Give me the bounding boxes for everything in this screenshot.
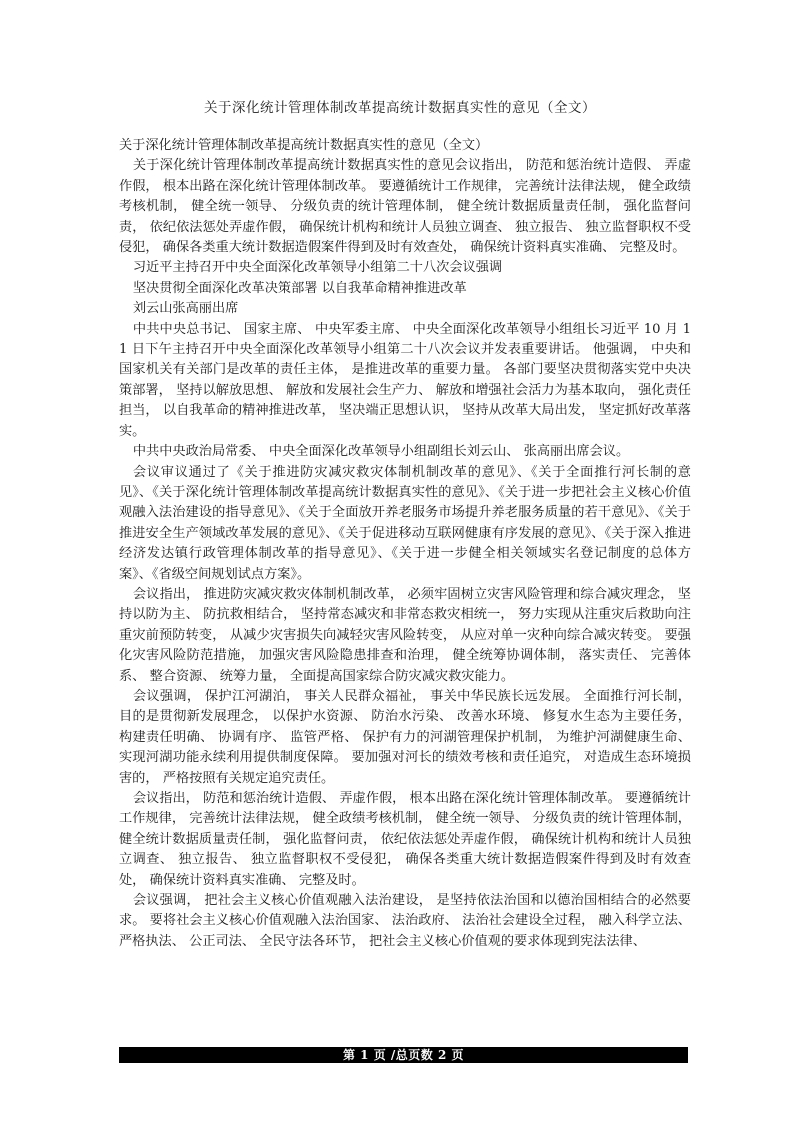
paragraph: 关于深化统计管理体制改革提高统计数据真实性的意见会议指出， 防范和惩治统计造假、 弄虚作假， 根本出路在深化统计管理体制改革。 要遵循统计工作规律， 完善统计法律法规， 健全政绩考核机制， 健全统一领导、 分级负责的统计管理体制， 健全统计数据质量责任制， 强化监督问责， 依纪依法惩处弄虚作假， 确保统计机构和统计人员独立调查、 独立报告、 独立监督职权不受侵犯， 确保各类重大统计数据造假案件得到及时有效查处， 确保统计资料真实准确、 完整及时。	[119, 158, 691, 256]
paragraph: 会议指出， 防范和惩治统计造假、 弄虚作假， 根本出路在深化统计管理体制改革。 要遵循统计工作规律， 完善统计法律法规， 健全政绩考核机制， 健全统一领导、 分级负责的统计管理体制， 健全统计数据质量责任制， 强化监督问责， 依纪依法惩处弄虚作假， 确保统计机构和统计人员独立调查、 独立报告、 独立监督职权不受侵犯， 确保各类重大统计数据造假案件得到及时有效查处， 确保统计资料真实准确、 完整及时。	[119, 791, 691, 888]
paragraph: 会议审议通过了《关于推进防灾减灾救灾体制机制改革的意见》、《关于全面推行河长制的意见》、《关于深化统计管理体制改革提高统计数据真实性的意见》、《关于进一步把社会主义核心价值观融入法治建设的指导意见》、《关于全面放开养老服务市场提升养老服务质量的若干意见》、《关于推进安全生产领域改革发展的意见》、《关于促进移动互联网健康有序发展的意见》、《关于深入推进经济发达镇行政管理体制改革的指导意见》、《关于进一步健全相关领域实名登记制度的总体方案》、《省级空间规划试点方案》。	[119, 464, 691, 582]
paragraph: 习近平主持召开中央全面深化改革领导小组第二十八次会议强调	[132, 260, 503, 276]
paragraph: 坚决贯彻全面深化改革决策部署 以自我革命精神推进改革	[132, 280, 467, 296]
document-body	[119, 136, 691, 952]
paragraph: 中共中央政治局常委、 中央全面深化改革领导小组副组长刘云山、 张高丽出席会议。	[132, 444, 630, 460]
page-indicator: 第 1 页 /总页数 2 页	[343, 1048, 464, 1062]
paragraph: 会议强调， 把社会主义核心价值观融入法治建设， 是坚持依法治国和以德治国相结合的必然要求。 要将社会主义核心价值观融入法治国家、 法治政府、 法治社会建设全过程， 融入科学立法、 严格执法、 公正司法、 全民守法各环节， 把社会主义核心价值观的要求体现到宪法法律、	[119, 893, 691, 949]
document-title: 关于深化统计管理体制改革提高统计数据真实性的意见（全文）	[204, 100, 596, 116]
paragraph: 会议指出， 推进防灾减灾救灾体制机制改革， 必须牢固树立灾害风险管理和综合减灾理念， 坚持以防为主、 防抗救相结合， 坚持常态减灾和非常态救灾相统一， 努力实现从注重灾后救助向注重灾前预防转变， 从减少灾害损失向减轻灾害风险转变， 从应对单一灾种向综合减灾转变。 要强化灾害风险防范措施， 加强灾害风险隐患排查和治理， 健全统筹协调体制， 落实责任、 完善体系、 整合资源、 统筹力量， 全面提高国家综合防灾减灾救灾能力。	[119, 586, 691, 684]
body-heading: 关于深化统计管理体制改革提高统计数据真实性的意见（全文）	[119, 138, 489, 153]
paragraph: 会议强调， 保护江河湖泊， 事关人民群众福祉， 事关中华民族长远发展。 全面推行河长制， 目的是贯彻新发展理念， 以保护水资源、 防治水污染、 改善水环境、 修复水生态为主要任务， 构建责任明确、 协调有序、 监管严格、 保护有力的河湖管理保护机制， 为维护河湖健康生命、 实现河湖功能永续利用提供制度保障。 要加强对河长的绩效考核和责任追究， 对造成生态环境损害的， 严格按照有关规定追究责任。	[119, 688, 691, 786]
paragraph: 刘云山张高丽出席	[132, 301, 239, 317]
paragraph: 中共中央总书记、 国家主席、 中央军委主席、 中央全面深化改革领导小组组长习近平 10 月 11 日下午主持召开中央全面深化改革领导小组第二十八次会议并发表重要讲话。 他强调， 中央和国家机关有关部门是改革的责任主体， 是推进改革的重要力量。 各部门要坚决贯彻落实党中央决策部署， 坚持以解放思想、 解放和发展社会生产力、 解放和增强社会活力为基本取向， 强化责任担当， 以自我革命的精神推进改革， 坚决端正思想认识， 坚持从改革大局出发， 坚定抓好改革落实。	[119, 321, 691, 439]
page-footer	[119, 1047, 688, 1063]
